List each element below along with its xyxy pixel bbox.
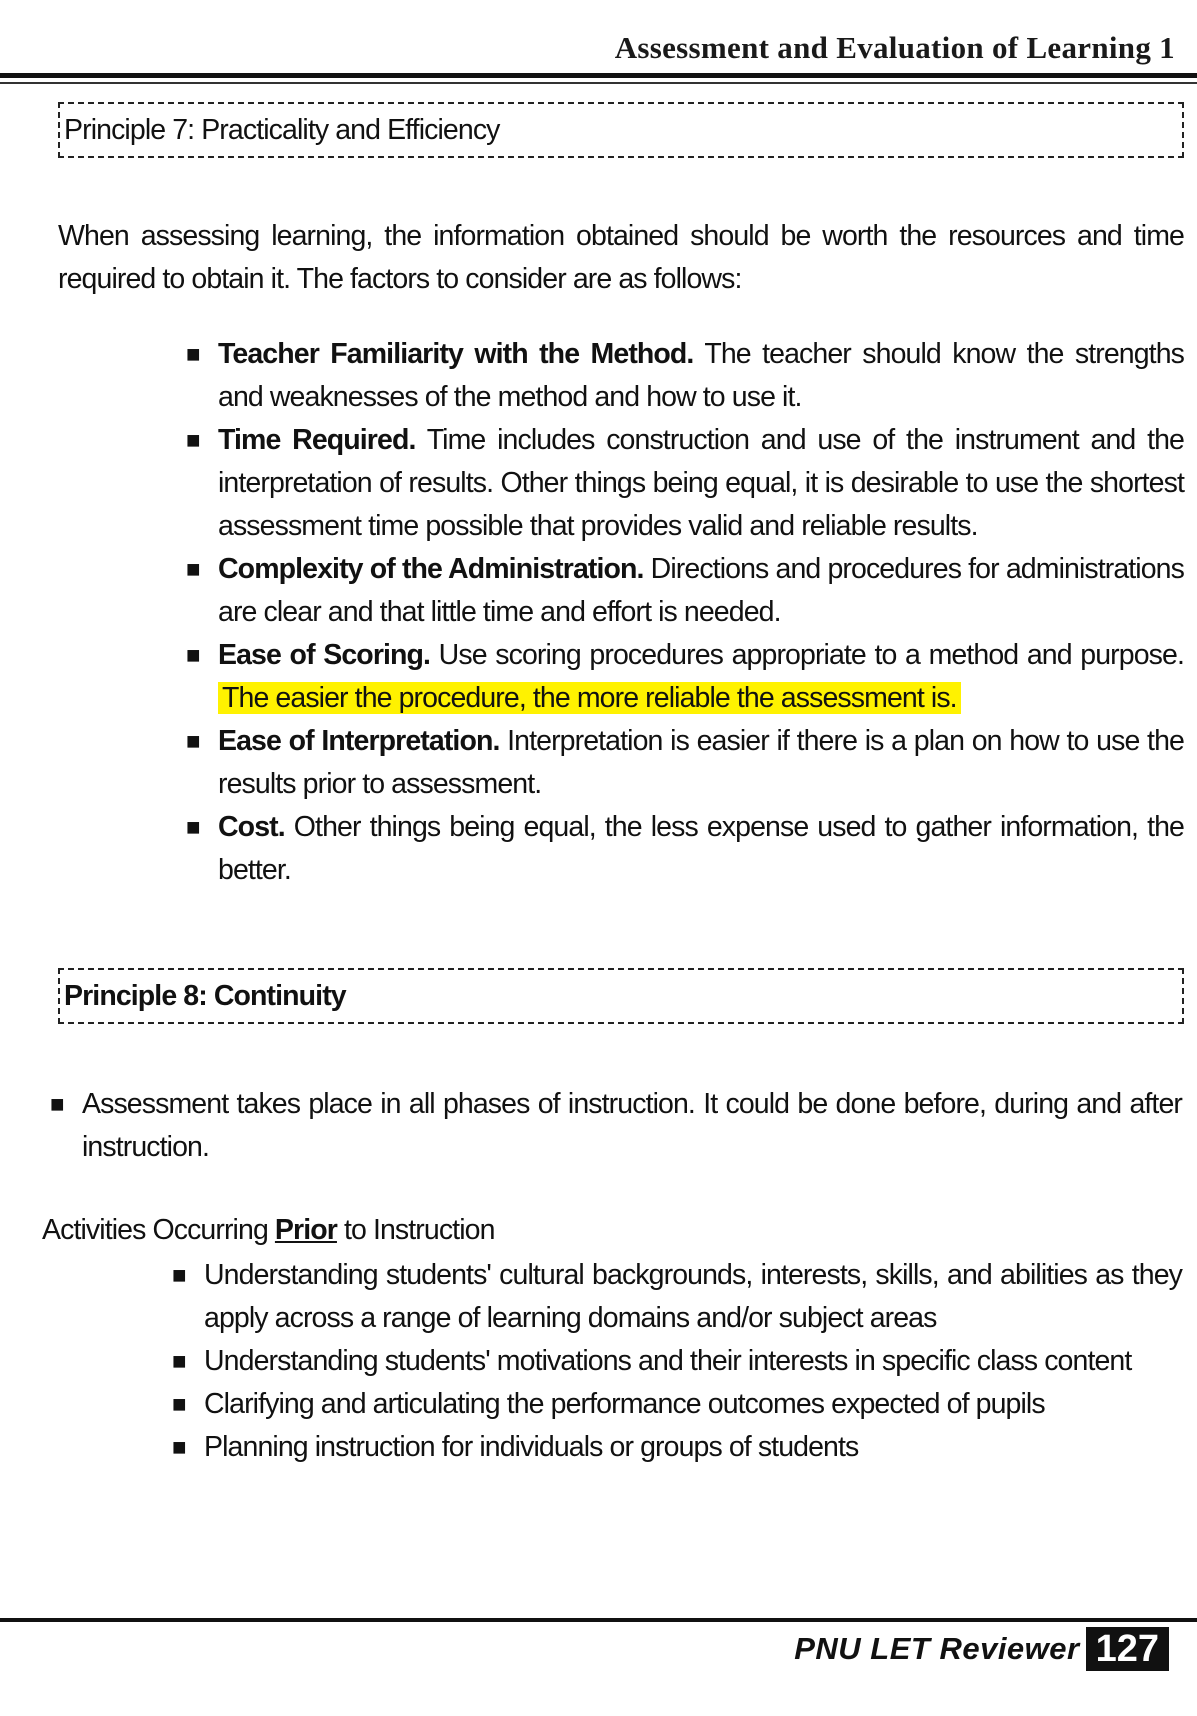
factor-term: Teacher Familiarity with the Method. bbox=[218, 338, 694, 370]
bullet-icon: ■ bbox=[186, 642, 200, 669]
principle-7-intro: When assessing learning, the information obtained should be worth the resources and time required to obtain it. The factors to consider are as follows: bbox=[58, 220, 1184, 295]
activity-text: Understanding students' cultural backgrounds, interests, skills, and abilities as they apply across a range of learning domains and/or subject areas bbox=[204, 1259, 1182, 1334]
list-item bbox=[172, 1340, 1182, 1383]
factor-term: Ease of Interpretation. bbox=[218, 725, 500, 757]
bullet-icon: ■ bbox=[186, 728, 200, 755]
list-item bbox=[186, 548, 1184, 634]
list-item bbox=[186, 419, 1184, 548]
running-title: Assessment and Evaluation of Learning 1 bbox=[614, 30, 1175, 65]
heading-text: to Instruction bbox=[336, 1214, 495, 1246]
footer-title: PNU LET Reviewer bbox=[794, 1631, 1080, 1666]
heading-text: Activities Occurring bbox=[42, 1214, 275, 1246]
list-item bbox=[172, 1426, 1182, 1469]
footer-rule bbox=[0, 1618, 1197, 1622]
factor-text: Directions and procedures for administrations are clear and that little time and effort is needed. bbox=[218, 553, 1184, 628]
factor-term: Time Required. bbox=[218, 424, 416, 456]
factor-text: Time includes construction and use of the instrument and the interpretation of results. Other things being equal, it is desirable to use the shortest assessment time possible that provides valid and reliable results. bbox=[218, 424, 1184, 542]
activities-heading bbox=[42, 1209, 495, 1252]
list-item bbox=[172, 1383, 1182, 1426]
factor-term: Ease of Scoring. bbox=[218, 639, 431, 671]
activity-text: Understanding students' motivations and their interests in specific class content bbox=[204, 1345, 1132, 1377]
bullet-icon: ■ bbox=[172, 1434, 186, 1461]
bullet-icon: ■ bbox=[186, 341, 200, 368]
emphasis-prior: Prior bbox=[274, 1214, 337, 1246]
principle-8-heading: Principle 8: Continuity bbox=[58, 968, 1184, 1024]
continuity-list bbox=[50, 1083, 1182, 1169]
bullet-icon: ■ bbox=[186, 427, 200, 454]
list-item bbox=[186, 634, 1184, 720]
list-item bbox=[186, 720, 1184, 806]
bullet-icon: ■ bbox=[186, 814, 200, 841]
factor-term: Complexity of the Administration. bbox=[218, 553, 644, 585]
bullet-icon: ■ bbox=[172, 1391, 186, 1418]
activity-text: Clarifying and articulating the performance outcomes expected of pupils bbox=[204, 1388, 1045, 1420]
bullet-icon: ■ bbox=[172, 1262, 186, 1289]
continuity-text: Assessment takes place in all phases of instruction. It could be done before, during and after instruction. bbox=[82, 1088, 1182, 1163]
page-footer bbox=[794, 1627, 1169, 1671]
header-rule-thin bbox=[0, 82, 1197, 84]
bullet-icon: ■ bbox=[50, 1091, 64, 1118]
highlighted-text: The easier the procedure, the more reliable the assessment is. bbox=[218, 682, 961, 714]
list-item bbox=[186, 333, 1184, 419]
list-item bbox=[50, 1083, 1182, 1169]
list-item bbox=[172, 1254, 1182, 1340]
activity-text: Planning instruction for individuals or groups of students bbox=[204, 1431, 859, 1463]
activities-list bbox=[172, 1254, 1182, 1469]
bullet-icon: ■ bbox=[172, 1348, 186, 1375]
factor-term: Cost. bbox=[218, 811, 285, 843]
header-rule bbox=[0, 73, 1197, 78]
factor-text: Use scoring procedures appropriate to a method and purpose. bbox=[430, 639, 1184, 671]
page-number: 127 bbox=[1086, 1627, 1169, 1671]
list-item bbox=[186, 806, 1184, 892]
principle-7-heading: Principle 7: Practicality and Efficiency bbox=[58, 102, 1184, 158]
factor-list bbox=[186, 333, 1184, 892]
factor-text: Other things being equal, the less expense used to gather information, the better. bbox=[218, 811, 1184, 886]
factor-text: The teacher should know the strengths and weaknesses of the method and how to use it. bbox=[218, 338, 1184, 413]
factor-text: Interpretation is easier if there is a plan on how to use the results prior to assessment. bbox=[218, 725, 1184, 800]
bullet-icon: ■ bbox=[186, 556, 200, 583]
